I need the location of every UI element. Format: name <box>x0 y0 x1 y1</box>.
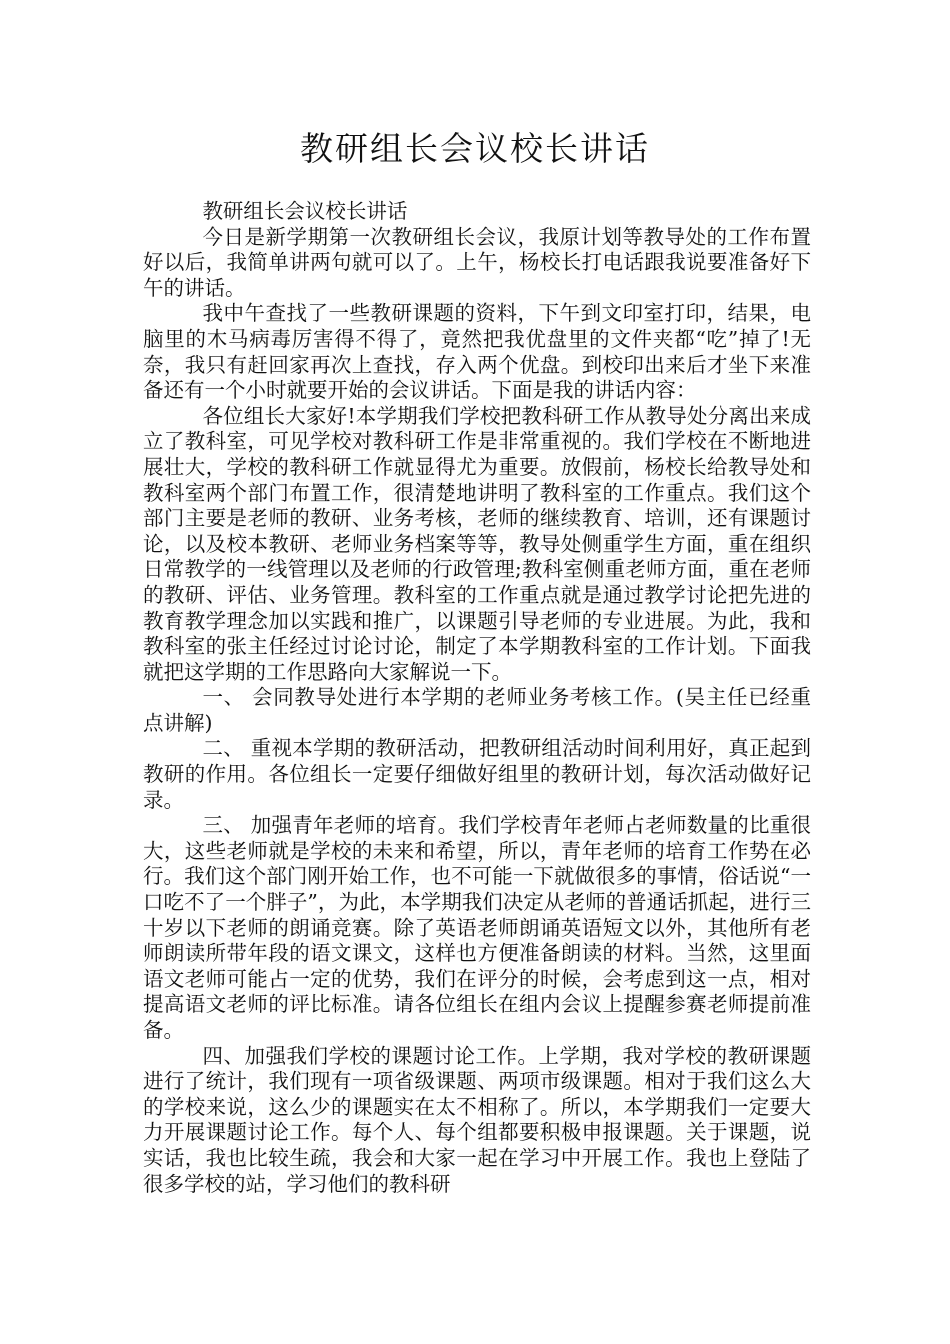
point-one-paragraph: 一、 会同教导处进行本学期的老师业务考核工作。(吴主任已经重点讲解) <box>143 685 811 735</box>
document-title: 教研组长会议校长讲话 <box>300 129 650 168</box>
point-four-paragraph: 四、加强我们学校的课题讨论工作。上学期，我对学校的教研课题进行了统计，我们现有一项省级课题、两项市级课题。相对于我们这么大的学校来说，这么少的课题实在太不相称了。所以，本学期我们一定要大力开展课题讨论工作。每个人、每个组都要积极申报课题。关于课题，说实话，我也比较生疏，我会和大家一起在学习中开展工作。我也上登陆了很多学校的站，学习他们的教科研 <box>143 1043 811 1196</box>
point-two-paragraph: 二、 重视本学期的教研活动，把教研组活动时间利用好，真正起到教研的作用。各位组长一定要仔细做好组里的教研计划，每次活动做好记录。 <box>143 736 811 812</box>
point-three-paragraph: 三、 加强青年老师的培育。我们学校青年老师占老师数量的比重很大，这些老师就是学校的未来和希望，所以，青年老师的培育工作势在必行。我们这个部门刚开始工作，也不可能一下就做很多的事情，俗话说“一口吃不了一个胖子”，为此，本学期我们决定从老师的普通话抓起，进行三十岁以下老师的朗诵竞赛。除了英语老师朗诵英语短文以外，其他所有老师朗读所带年段的语文课文，这样也方便准备朗读的材料。当然，这里面语文老师可能占一定的优势，我们在评分的时候，会考虑到这一点，相对提高语文老师的评比标准。请各位组长在组内会议上提醒参赛老师提前准备。 <box>143 813 811 1042</box>
document-body <box>143 199 811 1197</box>
background-paragraph: 我中午查找了一些教研课题的资料，下午到文印室打印，结果，电脑里的木马病毒厉害得不得了，竟然把我优盘里的文件夹都“吃”掉了!无奈，我只有赶回家再次上查找，存入两个优盘。到校印出来后才坐下来准备还有一个小时就要开始的会议讲话。下面是我的讲话内容： <box>143 301 811 403</box>
subtitle-paragraph: 教研组长会议校长讲话 <box>202 199 408 223</box>
intro-paragraph: 今日是新学期第一次教研组长会议，我原计划等教导处的工作布置好以后，我简单讲两句就可以了。上午，杨校长打电话跟我说要准备好下午的讲话。 <box>143 224 811 300</box>
speech-opening-paragraph: 各位组长大家好!本学期我们学校把教科研工作从教导处分离出来成立了教科室，可见学校对教科研工作是非常重视的。我们学校在不断地进展壮大，学校的教科研工作就显得尤为重要。放假前，杨校长给教导处和教科室两个部门布置工作，很清楚地讲明了教科室的工作重点。我们这个部门主要是老师的教研、业务考核，老师的继续教育、培训，还有课题讨论，以及校本教研、老师业务档案等等，教导处侧重学生方面，重在组织日常教学的一线管理以及老师的行政管理;教科室侧重老师方面，重在老师的教研、评估、业务管理。教科室的工作重点就是通过教学讨论把先进的教育教学理念加以实践和推广，以课题引导老师的专业进展。为此，我和教科室的张主任经过讨论讨论，制定了本学期教科室的工作计划。下面我就把这学期的工作思路向大家解说一下。 <box>143 403 811 684</box>
